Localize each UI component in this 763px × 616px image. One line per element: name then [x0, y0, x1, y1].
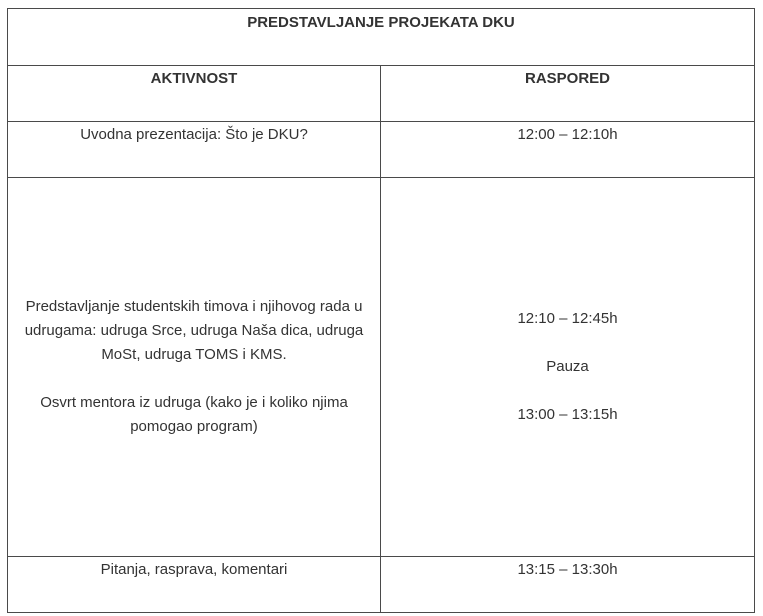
- schedule-cell: 12:00 – 12:10h: [381, 122, 755, 178]
- activity-cell: [8, 178, 381, 557]
- activity-cell: Uvodna prezentacija: Što je DKU?: [8, 122, 381, 178]
- table-title: PREDSTAVLJANJE PROJEKATA DKU: [8, 9, 755, 66]
- schedule-time: 12:10 – 12:45h: [517, 310, 618, 327]
- table-row: [8, 122, 755, 178]
- activity-paragraph: Predstavljanje studentskih timova i njihovog rada u udrugama: udruga Srce, udruga Naša dica, udruga MoSt, udruga TOMS i KMS.: [24, 298, 364, 363]
- header-schedule: RASPORED: [381, 66, 755, 122]
- schedule-table: [7, 8, 755, 613]
- paragraph-spacer: [385, 379, 750, 403]
- paragraph-spacer: [12, 367, 376, 391]
- header-row: [8, 66, 755, 122]
- title-row: [8, 9, 755, 66]
- table-row: [8, 178, 755, 557]
- paragraph-spacer: [385, 331, 750, 355]
- schedule-cell: 13:15 – 13:30h: [381, 557, 755, 613]
- activity-cell: Pitanja, rasprava, komentari: [8, 557, 381, 613]
- header-activity: AKTIVNOST: [8, 66, 381, 122]
- schedule-time: 13:00 – 13:15h: [517, 406, 618, 423]
- schedule-break: Pauza: [546, 358, 589, 375]
- schedule-cell: [381, 178, 755, 557]
- activity-paragraph: Osvrt mentora iz udruga (kako je i koliko njima pomogao program): [40, 394, 348, 435]
- table-row: [8, 557, 755, 613]
